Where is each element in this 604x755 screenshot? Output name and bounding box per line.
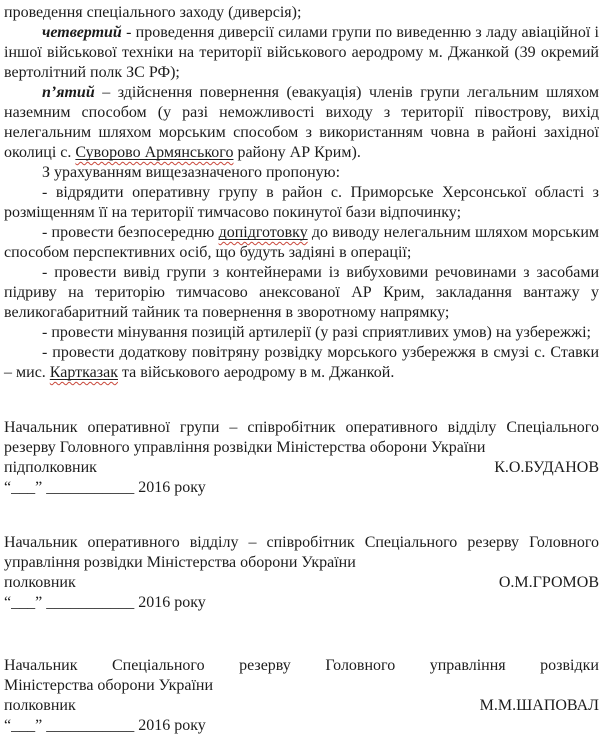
spellcheck-underline: Суворово Армянського <box>75 144 234 161</box>
rank-name-row <box>4 696 599 716</box>
signatory-name: М.М.ШАПОВАЛ <box>479 697 599 714</box>
date-blank-line: “___” ___________ 2016 року <box>4 717 206 734</box>
paragraph: - провести безпосередню допідготовку до виводу нелегальним шляхом морським способом перспективних осіб, що будуть задіяні в операції; <box>4 224 600 261</box>
title-word: групи <box>179 419 220 436</box>
document-body <box>4 3 599 383</box>
title-word: відділу <box>447 419 497 436</box>
signature-title-line <box>4 418 599 438</box>
paragraph: п’ятий – здійснення повернення (евакуація) членів групи легальним шляхом наземним способом (у разі неможливості виходу з території півострову, вихід нелегальним шляхом морським способом з використанням човна в районі західної околиці с. Суворово Армянського району АР Крим). <box>4 84 599 161</box>
paragraph: четвертий - проведення диверсії силами групи по виведенню з ладу авіаційної і іншої військової техніки на території військового аеродрому м. Джанкой (39 окремий вертолітний полк ЗС РФ); <box>4 24 599 81</box>
paragraph: - провести мінування позицій артилерії (у разі сприятливих умов) на узбережжі; <box>42 324 591 341</box>
title-word: оперативної <box>87 419 170 436</box>
title-word: Спеціального <box>364 534 458 551</box>
signatory-rank: полковник <box>4 697 76 714</box>
title-word: Спеціального <box>506 419 599 436</box>
title-word: оперативного <box>345 419 438 436</box>
title-word: резерву <box>239 657 291 674</box>
signature-block <box>4 533 599 613</box>
paragraph: проведення спеціального заходу (диверсія); <box>4 4 302 21</box>
paragraph: - відрядити оперативну групу в район с. Приморське Херсонської області з розміщенням її на території тимчасово покинутої бази відпочинку; <box>4 184 599 221</box>
date-blank-line: “___” ___________ 2016 року <box>4 594 206 611</box>
title-word: Спеціального <box>111 657 205 674</box>
signature-title-line <box>4 533 599 553</box>
signature-title-line: управління розвідки Міністерства оборони України <box>4 554 356 571</box>
lead-word: п’ятий <box>42 84 95 101</box>
title-word: – <box>248 534 257 551</box>
rank-name-row <box>4 458 599 478</box>
title-word: Начальник <box>4 657 78 674</box>
title-word: Головного <box>529 534 599 551</box>
title-word: відділу <box>189 534 239 551</box>
title-word: Начальник <box>4 419 78 436</box>
signature-block <box>4 418 599 498</box>
signature-title-line <box>4 656 599 676</box>
underlined-word <box>50 364 118 381</box>
title-word: оперативного <box>87 534 180 551</box>
underlined-word <box>75 144 233 161</box>
title-word: співробітник <box>266 534 355 551</box>
underlined-word <box>219 224 308 241</box>
title-word: розвідки <box>540 657 599 674</box>
paragraph: - провести вивід групи з контейнерами із вибуховими речовинами з засобами підриву на територію тимчасово анексованої АР Крим, закладання вантажу у великогабаритний тайник та повернення в зворотному напрямку; <box>4 264 599 321</box>
date-blank-line: “___” ___________ 2016 року <box>4 479 206 496</box>
paragraph: З урахуванням вищезазначеного пропоную: <box>42 164 341 181</box>
signature-blocks <box>4 418 599 736</box>
signature-title-line: резерву Головного управління розвідки Міністерства оборони України <box>4 439 486 456</box>
spellcheck-underline: Картказак <box>49 364 118 381</box>
signatory-rank: полковник <box>4 574 76 591</box>
title-word: – <box>229 419 238 436</box>
title-word: Головного <box>325 657 396 674</box>
title-word: Начальник <box>4 534 78 551</box>
title-word: резерву <box>467 534 520 551</box>
title-word: управління <box>429 657 506 674</box>
signatory-name: О.М.ГРОМОВ <box>498 574 599 591</box>
title-word: співробітник <box>247 419 336 436</box>
paragraph: - провести додаткову повітряну розвідку морського узбережжя в смузі с. Ставки – мис. Картказак та військового аеродрому в м. Джанкой. <box>4 344 599 381</box>
spellcheck-underline: допідготовку <box>218 224 308 241</box>
signatory-name: К.О.БУДАНОВ <box>494 459 599 476</box>
signature-title-line: Міністерства оборони України <box>4 677 214 694</box>
rank-name-row <box>4 573 599 593</box>
signatory-rank: підполковник <box>4 459 97 476</box>
signature-block <box>4 656 599 736</box>
lead-word: четвертий <box>42 24 122 41</box>
